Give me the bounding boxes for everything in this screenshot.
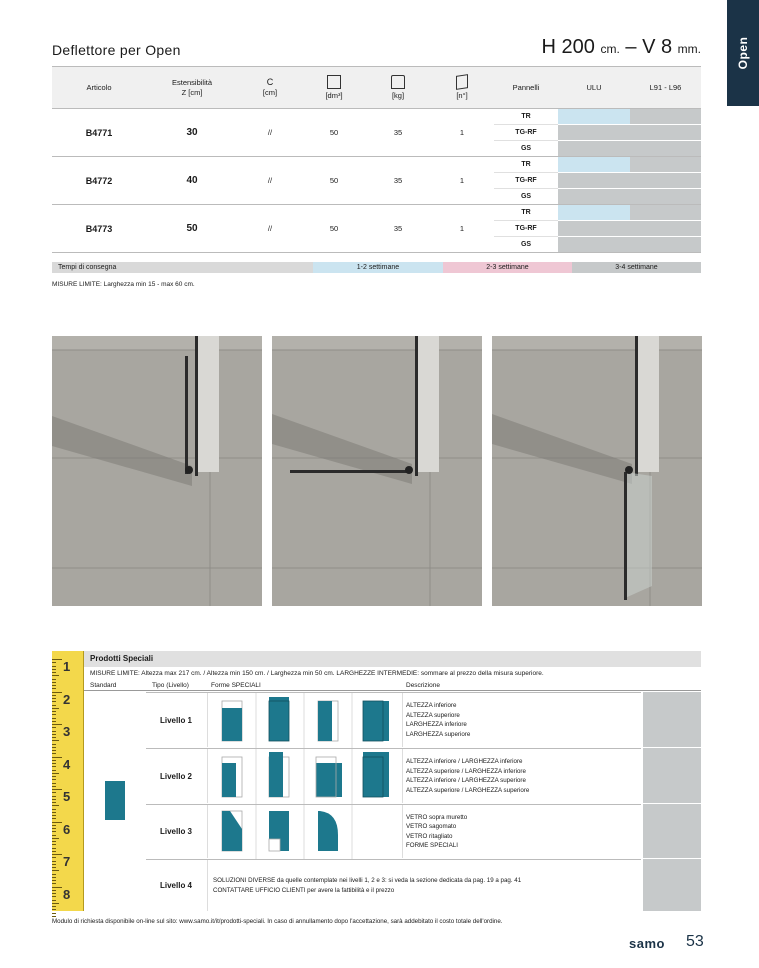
standard-shape [105,781,125,820]
header-ulu: ULU [558,67,630,109]
level-3-shapes [208,805,400,858]
volume: 50 [302,109,366,157]
dimension-c: // [238,157,302,205]
price-box-2 [643,748,701,803]
col-descrizione: Descrizione [406,682,440,689]
description-line: ALTEZZA inferiore / LARGHEZZA inferiore [406,758,523,765]
level-1-description [406,693,470,747]
special-products-title: Prodotti Speciali [84,651,701,667]
header-l91: L91 - L96 [630,67,701,109]
description-line: FORME SPECIALI [406,842,458,849]
dimension-c: // [238,109,302,157]
footnote: Modulo di richiesta disponibile on-line sul sito: www.samo.it/it/prodotti-speciali. In caso di annullamento dopo l'accettazione, sarà addebitato il costo totale dell'ordine. [52,918,503,925]
description-line: ALTEZZA superiore / LARGHEZZA inferiore [406,767,526,775]
delivery-1-2: 1-2 settimane [313,262,443,273]
description-line: LARGHEZZA inferiore [406,721,467,728]
ulu-cell [558,109,630,125]
description-line: ALTEZZA inferiore / LARGHEZZA superiore [406,777,526,784]
dimensions-label [520,36,701,59]
article-code: B4772 [52,157,146,205]
ruler-number: 3 [63,724,71,739]
extension-z: 30 [146,109,238,157]
header-volume: [dm³] [302,67,366,109]
pieces: 1 [430,157,494,205]
panels-icon [456,74,468,90]
weight: 35 [366,205,430,253]
weight-icon [391,75,405,89]
volume: 50 [302,157,366,205]
spec-row [52,205,701,221]
header-c: C [cm] [238,67,302,109]
product-photo-3 [492,336,702,606]
pieces: 1 [430,205,494,253]
box-icon [327,75,341,89]
col-tipo: Tipo (Livello) [152,682,189,689]
panel-type: GS [494,189,558,205]
delivery-3-4: 3-4 settimane [572,262,701,273]
extension-z: 50 [146,205,238,253]
panel-type: GS [494,141,558,157]
pieces: 1 [430,109,494,157]
article-code: B4771 [52,109,146,157]
height-unit: cm. [600,42,620,56]
header-pannelli: Pannelli [494,67,558,109]
description-line: ALTEZZA inferiore [406,702,457,709]
ulu-cell [558,141,630,157]
price-box-3 [643,804,701,858]
brand-logo: samo [629,936,665,951]
description-line: VETRO sopra muretto [406,813,468,821]
price-box-1 [643,692,701,747]
panel-type: TG-RF [494,221,558,237]
header-pieces: [n°] [430,67,494,109]
ruler-number: 7 [63,854,71,869]
delivery-label: Tempi di consegna [52,262,313,273]
level-3-row [146,804,641,858]
panel-type: TR [494,205,558,221]
description-line: CONTATTARE UFFICIO CLIENTI per avere la fattibilità e il prezzo [213,886,395,894]
level-4-description [213,860,521,911]
glass-value: V 8 [642,36,673,58]
l91-cell [630,141,701,157]
description-line: VETRO ritagliato [406,832,453,840]
level-2-description [406,749,529,803]
volume: 50 [302,205,366,253]
ulu-cell [558,189,630,205]
level-1-row [146,692,641,747]
dimension-c: // [238,205,302,253]
ruler-number: 4 [63,756,71,772]
level-2-row [146,748,641,803]
special-limits: MISURE LIMITE: Altezza max 217 cm. / Altezza min 150 cm. / Larghezza min 50 cm. LARGHEZZE INTERMEDIE: sommare al prezzo della misura superiore. [90,670,544,677]
l91-cell [630,125,701,141]
weight: 35 [366,157,430,205]
extension-z: 40 [146,157,238,205]
panel-type: TG-RF [494,125,558,141]
description-line: VETRO sagomato [406,823,457,830]
special-columns [84,681,701,691]
delivery-bar [52,262,701,273]
delivery-2-3: 2-3 settimane [443,262,572,273]
ruler-number: 5 [63,789,71,804]
panel-type: TR [494,157,558,173]
weight: 35 [366,109,430,157]
ruler-number: 8 [63,886,71,902]
l91-cell [630,205,701,221]
level-2-shapes [208,749,400,803]
col-standard: Standard [90,682,117,689]
product-photo-2 [272,336,482,606]
l91-cell [630,189,701,205]
page-title: Deflettore per Open [52,42,181,58]
header-weight: [kg] [366,67,430,109]
side-tab [727,0,759,106]
level-3-name: Livello 3 [159,827,192,836]
col-forme: Forme SPECIALI [211,682,261,689]
panel-type: TG-RF [494,173,558,189]
level-4-name: Livello 4 [159,881,192,890]
ruler-number: 2 [63,691,71,707]
level-4-row [146,859,641,911]
level-3-description [406,805,467,858]
measuring-tape [52,651,84,911]
page-number: 53 [686,933,704,950]
height-value: H 200 [541,36,595,58]
level-2-name: Livello 2 [159,771,192,781]
l91-cell [630,157,701,173]
price-box-4 [643,859,701,911]
level-1-name: Livello 1 [159,715,192,725]
l91-cell [630,173,701,189]
level-1-shapes [208,693,400,747]
l91-cell [630,237,701,253]
spec-row [52,157,701,173]
glass-unit: mm. [677,42,701,56]
description-line: ALTEZZA superiore [406,711,460,719]
article-code: B4773 [52,205,146,253]
l91-cell [630,109,701,125]
ulu-cell [558,157,630,173]
ulu-cell [558,221,630,237]
l91-cell [630,221,701,237]
ruler-number: 1 [63,659,71,674]
description-line: SOLUZIONI DIVERSE da quelle contemplate nei livelli 1, 2 e 3: si veda la sezione dedicata da pag. 19 a pag. 41 [213,877,522,884]
standard-column [84,692,145,911]
description-line: ALTEZZA superiore / LARGHEZZA superiore [406,786,530,794]
spec-row [52,109,701,125]
ulu-cell [558,237,630,253]
panel-type: GS [494,237,558,253]
ulu-cell [558,125,630,141]
panel-type: TR [494,109,558,125]
product-photo-1 [52,336,262,606]
ulu-cell [558,205,630,221]
header-estensibilita: Estensibilità Z [cm] [146,67,238,109]
dims-separator: – [619,36,643,58]
ruler-number: 6 [63,821,71,837]
description-line: LARGHEZZA superiore [406,730,471,738]
header-articolo: Articolo [52,67,146,109]
size-limits: MISURE LIMITE: Larghezza min 15 - max 60 cm. [52,281,195,288]
ulu-cell [558,173,630,189]
spec-table [52,66,701,253]
side-tab-label: Open [736,36,750,70]
